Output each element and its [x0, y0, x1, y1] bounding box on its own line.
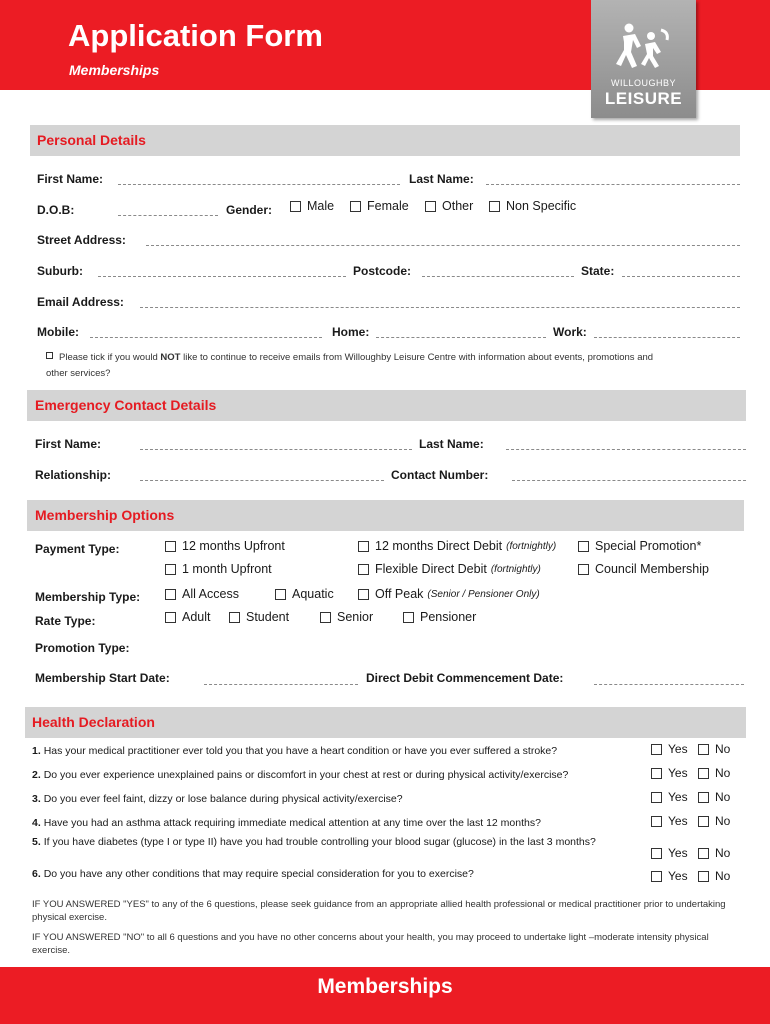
first-name-field[interactable] [118, 184, 400, 185]
footer-title: Memberships [317, 975, 453, 998]
contact-number-field[interactable] [512, 480, 746, 481]
q1-yes-checkbox[interactable]: Yes [651, 742, 688, 756]
checkbox-icon [578, 541, 589, 552]
q4-no-checkbox[interactable]: No [698, 814, 730, 828]
checkbox-icon [165, 589, 176, 600]
rate-type-label: Rate Type: [35, 614, 96, 628]
q2-no-checkbox[interactable]: No [698, 766, 730, 780]
health-question-5: 5. If you have diabetes (type I or type II) have you had trouble controlling your blood sugar (glucose) in the last 3 months? [32, 836, 596, 848]
pay-special-promotion-checkbox[interactable]: Special Promotion* [578, 539, 701, 553]
checkbox-icon [350, 201, 361, 212]
checkbox-icon [651, 768, 662, 779]
health-question-4: 4. Have you had an asthma attack requiring immediate medical attention at any time over the last 12 months? [32, 817, 541, 829]
last-name-label: Last Name: [409, 172, 474, 186]
q2-yes-checkbox[interactable]: Yes [651, 766, 688, 780]
gender-male-checkbox[interactable]: Male [290, 199, 334, 213]
gender-other-checkbox[interactable]: Other [425, 199, 473, 213]
checkbox-icon [358, 564, 369, 575]
last-name-field[interactable] [486, 184, 740, 185]
mobile-field[interactable] [90, 337, 322, 338]
page-subtitle: Memberships [69, 62, 160, 78]
checkbox-icon [651, 816, 662, 827]
q6-no-checkbox[interactable]: No [698, 869, 730, 883]
health-question-2: 2. Do you ever experience unexplained pains or discomfort in your chest at rest or during physical activity/exercise? [32, 769, 569, 781]
payment-type-label: Payment Type: [35, 542, 120, 556]
pay-12-direct-debit-checkbox[interactable]: 12 months Direct Debit (fortnightly) [358, 539, 556, 553]
state-label: State: [581, 264, 615, 278]
dob-field[interactable] [118, 215, 218, 216]
checkbox-icon [698, 792, 709, 803]
logo-main-text: LEISURE [604, 89, 683, 108]
checkbox-icon [165, 612, 176, 623]
willoughby-leisure-logo [591, 0, 696, 118]
type-aquatic-checkbox[interactable]: Aquatic [275, 587, 334, 601]
membership-options-title: Membership Options [35, 507, 175, 523]
checkbox-icon [698, 744, 709, 755]
emergency-last-name-field[interactable] [506, 449, 746, 450]
health-question-6: 6. Do you have any other conditions that may require special consideration for you to exercise? [32, 868, 474, 880]
pay-council-membership-checkbox[interactable]: Council Membership [578, 562, 709, 576]
suburb-label: Suburb: [37, 264, 83, 278]
health-note-no: IF YOU ANSWERED "NO" to all 6 questions and you have no other concerns about your health, you may proceed to undertake light –moderate intensity physical exercise. [32, 932, 709, 956]
suburb-field[interactable] [98, 276, 346, 277]
dd-commencement-label: Direct Debit Commencement Date: [366, 671, 564, 685]
optout-checkbox[interactable] [46, 352, 53, 359]
checkbox-icon [165, 541, 176, 552]
pay-1-upfront-checkbox[interactable]: 1 month Upfront [165, 562, 272, 576]
email-optout-note: Please tick if you would NOT like to continue to receive emails from Willoughby Leisure Centre with information about events, promotions and other services? [46, 352, 654, 379]
checkbox-icon [698, 871, 709, 882]
rate-adult-checkbox[interactable]: Adult [165, 610, 211, 624]
first-name-label: First Name: [37, 172, 104, 186]
checkbox-icon [275, 589, 286, 600]
emergency-last-name-label: Last Name: [419, 437, 484, 451]
start-date-field[interactable] [204, 684, 358, 685]
work-field[interactable] [594, 337, 740, 338]
gender-nonspecific-checkbox[interactable]: Non Specific [489, 199, 576, 213]
q6-yes-checkbox[interactable]: Yes [651, 869, 688, 883]
type-off-peak-checkbox[interactable]: Off Peak (Senior / Pensioner Only) [358, 587, 540, 601]
health-note-yes: IF YOU ANSWERED "YES" to any of the 6 questions, please seek guidance from an appropriate allied health professional or medical practitioner prior to undertaking physical exercise. [32, 899, 726, 923]
rate-student-checkbox[interactable]: Student [229, 610, 289, 624]
email-label: Email Address: [37, 295, 124, 309]
checkbox-icon [320, 612, 331, 623]
pay-12-upfront-checkbox[interactable]: 12 months Upfront [165, 539, 285, 553]
dd-commencement-field[interactable] [594, 684, 744, 685]
checkbox-icon [651, 848, 662, 859]
checkbox-icon [358, 589, 369, 600]
checkbox-icon [698, 768, 709, 779]
street-label: Street Address: [37, 233, 126, 247]
rate-senior-checkbox[interactable]: Senior [320, 610, 373, 624]
contact-number-label: Contact Number: [391, 468, 489, 482]
gender-label: Gender: [226, 203, 273, 217]
health-declaration-title: Health Declaration [32, 714, 155, 730]
checkbox-icon [698, 816, 709, 827]
checkbox-icon [578, 564, 589, 575]
checkbox-icon [698, 848, 709, 859]
gender-female-checkbox[interactable]: Female [350, 199, 409, 213]
checkbox-icon [229, 612, 240, 623]
checkbox-icon [403, 612, 414, 623]
relationship-label: Relationship: [35, 468, 112, 482]
checkbox-icon [290, 201, 301, 212]
health-question-1: 1. Has your medical practitioner ever told you that you have a heart condition or have you ever suffered a stroke? [32, 745, 558, 757]
checkbox-icon [425, 201, 436, 212]
state-field[interactable] [622, 276, 740, 277]
home-label: Home: [332, 325, 370, 339]
q3-yes-checkbox[interactable]: Yes [651, 790, 688, 804]
health-question-3: 3. Do you ever feel faint, dizzy or lose balance during physical activity/exercise? [32, 793, 403, 805]
home-field[interactable] [376, 337, 546, 338]
q3-no-checkbox[interactable]: No [698, 790, 730, 804]
q5-yes-checkbox[interactable]: Yes [651, 846, 688, 860]
checkbox-icon [651, 792, 662, 803]
q5-no-checkbox[interactable]: No [698, 846, 730, 860]
postcode-field[interactable] [422, 276, 574, 277]
relationship-field[interactable] [140, 480, 384, 481]
q4-yes-checkbox[interactable]: Yes [651, 814, 688, 828]
q1-no-checkbox[interactable]: No [698, 742, 730, 756]
checkbox-icon [165, 564, 176, 575]
type-all-access-checkbox[interactable]: All Access [165, 587, 239, 601]
checkbox-icon [651, 744, 662, 755]
work-label: Work: [553, 325, 587, 339]
mobile-label: Mobile: [37, 325, 79, 339]
dob-label: D.O.B: [37, 203, 75, 217]
figures-logo-icon [615, 22, 675, 72]
checkbox-icon [358, 541, 369, 552]
personal-details-title: Personal Details [37, 132, 146, 148]
emergency-first-name-label: First Name: [35, 437, 102, 451]
checkbox-icon [651, 871, 662, 882]
street-field[interactable] [146, 245, 740, 246]
pay-flexible-direct-debit-checkbox[interactable]: Flexible Direct Debit (fortnightly) [358, 562, 541, 576]
logo-sub-text: WILLOUGHBY [610, 78, 676, 88]
checkbox-icon [489, 201, 500, 212]
postcode-label: Postcode: [353, 264, 412, 278]
membership-type-label: Membership Type: [35, 590, 141, 604]
emergency-contact-title: Emergency Contact Details [35, 397, 217, 413]
page-title: Application Form [68, 18, 323, 53]
emergency-first-name-field[interactable] [140, 449, 412, 450]
email-field[interactable] [140, 307, 740, 308]
promotion-type-label: Promotion Type: [35, 641, 130, 655]
start-date-label: Membership Start Date: [35, 671, 170, 685]
rate-pensioner-checkbox[interactable]: Pensioner [403, 610, 476, 624]
